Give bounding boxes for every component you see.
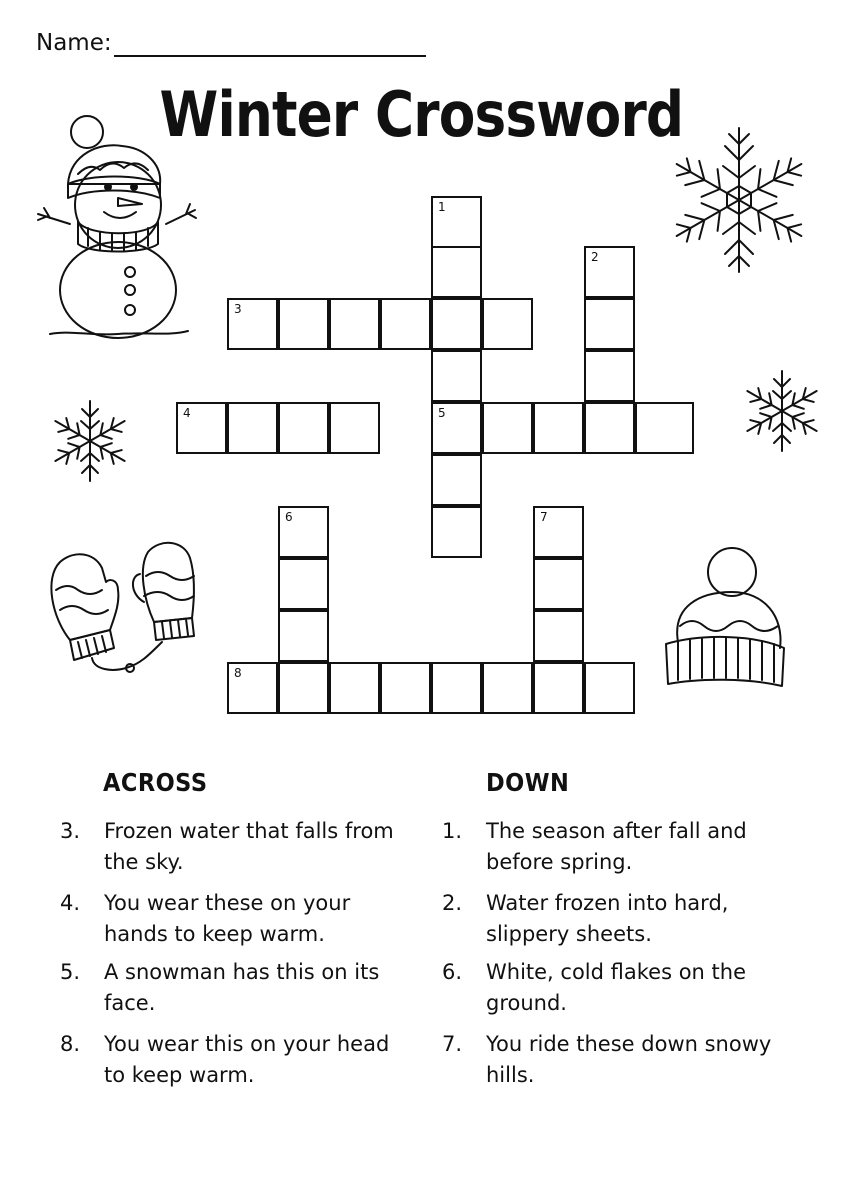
snowflake-icon	[50, 400, 130, 482]
clue-number: 3	[234, 302, 242, 316]
clue-item-number: 2.	[442, 891, 463, 915]
crossword-cell[interactable]	[533, 558, 584, 610]
snowflake-icon	[664, 120, 814, 280]
clue-item-text: A snowman has this on its face.	[104, 960, 380, 1015]
crossword-cell[interactable]	[584, 246, 635, 298]
clue-number: 2	[591, 250, 599, 264]
crossword-cell[interactable]	[482, 402, 533, 454]
crossword-cell[interactable]	[584, 298, 635, 350]
crossword-cell[interactable]	[431, 506, 482, 558]
snowflake-icon	[742, 366, 822, 456]
crossword-cell[interactable]	[227, 662, 278, 714]
mittens-icon	[44, 538, 204, 678]
crossword-cell[interactable]	[329, 662, 380, 714]
clue-item-text: You wear these on your hands to keep warm.	[104, 891, 351, 946]
clue-number: 4	[183, 406, 191, 420]
clue-item-text: Frozen water that falls from the sky.	[104, 819, 394, 874]
crossword-cell[interactable]	[431, 196, 482, 248]
clue-number: 6	[285, 510, 293, 524]
crossword-cell[interactable]	[227, 298, 278, 350]
clue-item-number: 3.	[60, 819, 81, 843]
crossword-cell[interactable]	[176, 402, 227, 454]
clue-item-number: 5.	[60, 960, 81, 984]
crossword-cell[interactable]	[584, 350, 635, 402]
clue-item-number: 1.	[442, 819, 463, 843]
clue-item-number: 4.	[60, 891, 81, 915]
clue-item-number: 8.	[60, 1032, 81, 1056]
clue-item-number: 7.	[442, 1032, 463, 1056]
crossword-cell[interactable]	[278, 402, 329, 454]
clue-number: 7	[540, 510, 548, 524]
page-title: Winter Crossword	[159, 78, 684, 151]
crossword-cell[interactable]	[380, 298, 431, 350]
name-field[interactable]	[114, 55, 426, 57]
crossword-cell[interactable]	[482, 662, 533, 714]
clue-item-text: White, cold flakes on the ground.	[486, 960, 746, 1015]
clue-item-text: The season after fall and before spring.	[486, 819, 747, 874]
crossword-cell[interactable]	[329, 298, 380, 350]
crossword-cell[interactable]	[635, 402, 694, 454]
crossword-cell[interactable]	[278, 298, 329, 350]
clue-item-text: You wear this on your head to keep warm.	[104, 1032, 390, 1087]
clue-number: 5	[438, 406, 446, 420]
crossword-cell[interactable]	[278, 610, 329, 662]
crossword-cell[interactable]	[533, 402, 584, 454]
crossword-cell[interactable]	[431, 402, 482, 454]
crossword-cell[interactable]	[431, 662, 482, 714]
crossword-cell[interactable]	[584, 662, 635, 714]
clue-item-text: You ride these down snowy hills.	[486, 1032, 772, 1087]
crossword-cell[interactable]	[482, 298, 533, 350]
name-label: Name:	[36, 30, 112, 56]
crossword-cell[interactable]	[380, 662, 431, 714]
crossword-cell[interactable]	[227, 402, 278, 454]
crossword-cell[interactable]	[533, 662, 584, 714]
clue-number: 1	[438, 200, 446, 214]
crossword-cell[interactable]	[278, 558, 329, 610]
crossword-cell[interactable]	[329, 402, 380, 454]
crossword-cell[interactable]	[278, 506, 329, 558]
clue-item-text: Water frozen into hard, slippery sheets.	[486, 891, 729, 946]
crossword-cell[interactable]	[278, 662, 329, 714]
crossword-cell[interactable]	[584, 402, 635, 454]
down-heading: DOWN	[486, 768, 570, 797]
beanie-hat-icon	[660, 546, 790, 694]
snowman-icon	[30, 112, 200, 342]
crossword-cell[interactable]	[533, 610, 584, 662]
clue-item-number: 6.	[442, 960, 463, 984]
crossword-cell[interactable]	[431, 298, 482, 350]
across-heading: ACROSS	[103, 768, 208, 797]
crossword-cell[interactable]	[431, 454, 482, 506]
crossword-cell[interactable]	[431, 350, 482, 402]
crossword-cell[interactable]	[533, 506, 584, 558]
clue-number: 8	[234, 666, 242, 680]
crossword-cell[interactable]	[431, 246, 482, 298]
